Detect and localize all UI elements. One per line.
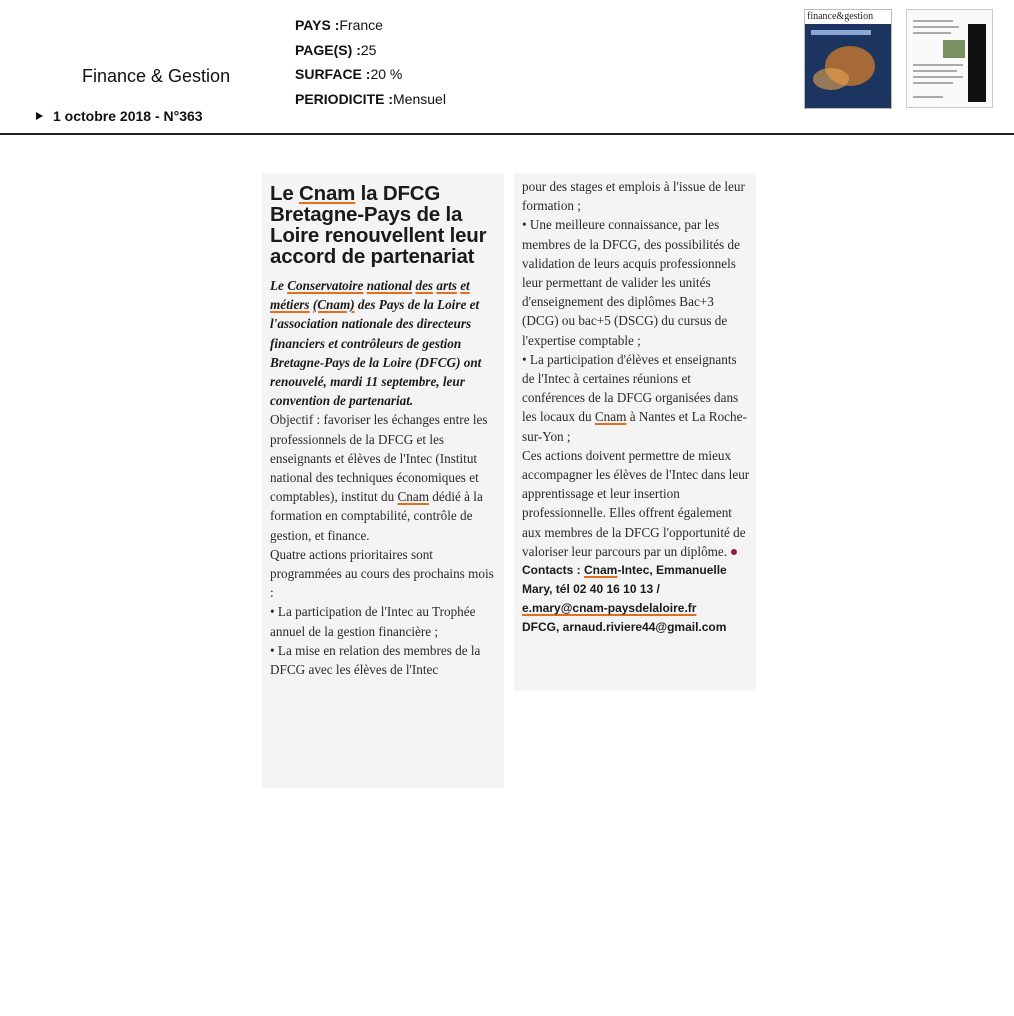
clipping-meta [295,13,446,111]
issue-date [36,108,203,124]
thumbnail-masthead: finance&gestion [805,10,892,24]
meta-periodicity: PERIODICITE :Mensuel [295,90,446,107]
contact-dfcg: DFCG, arnaud.riviere44@gmail.com [522,620,727,635]
article-bullet: • La mise en relation des membres de la DFCG avec les élèves de l'Intec [270,642,481,678]
page-thumbnail [906,9,993,108]
article-bullet: • Une meilleure connaissance, par les membres de la DFCG, des possibilités de validation de leurs acquis professionnels leur permettant de valider les unités d'enseignement des diplômes Bac+3 (DCG) ou bac+5 (DSCG) du cursus de l'expertise comptable ; [522,217,740,348]
article-title: Le Cnam la DFCG Bretagne-Pays de la Loire renouvellent leur accord de partenariat [270,182,487,268]
meta-pages: PAGE(S) :25 [295,41,377,58]
article-bullet: • La participation d'élèves et enseignants de l'Intec à certaines réunions et conférences de la DFCG organisées dans les locaux du Cnam à Nantes et La Roche-sur-Yon ; [522,351,747,444]
article-column-1 [262,173,504,788]
issue-date-text: 1 octobre 2018 - N°363 [53,108,203,124]
meta-surface: SURFACE :20 % [295,66,403,82]
header-divider [0,133,1014,135]
article-paragraph: Quatre actions prioritaires sont programmées au cours des prochains mois : [270,546,494,601]
article-bullet: • La participation de l'Intec au Trophée annuel de la gestion financière ; [270,604,476,639]
article-paragraph: pour des stages et emplois à l'issue de leur formation ; [522,179,745,214]
contact-email: e.mary@cnam-paysdelaloire.fr [522,601,697,616]
article-clipping [262,173,756,788]
meta-country: PAYS :France [295,17,383,33]
article-column-2 [514,173,756,691]
article-lead: Le Conservatoire national des arts et métiers (Cnam) des Pays de la Loire et l'association nationale des directeurs financiers et contrôleurs de gestion Bretagne-Pays de la Loire (DFCG) ont renouvelé, mardi 11 septembre, leur convention de partenariat. [270,278,482,409]
magazine-cover-thumbnail [804,9,892,109]
article-paragraph: Ces actions doivent permettre de mieux accompagner les élèves de l'Intec dans leur apprentissage et leur insertion professionnelle. Elles offrent également aux membres de la DFCG l'opportunité de valoriser leur parcours par un diplôme. [522,447,750,559]
article-paragraph: Objectif : favoriser les échanges entre les professionnels de la DFCG et les enseignants et élèves de l'Intec (Institut national des techniques économiques et comptables), institut du Cnam dédié à la formation en comptabilité, contrôle de gestion, et finance. [270,412,488,543]
publication-name: Finance & Gestion [82,66,231,86]
end-dot-icon [731,549,737,555]
article-contacts: Contacts : Cnam-Intec, Emmanuelle Mary, tél 02 40 16 10 13 / e.mary@cnam-paysdelaloire.fr DFCG, arnaud.riviere44@gmail.com [522,563,727,635]
triangle-bullet-icon [36,112,43,120]
